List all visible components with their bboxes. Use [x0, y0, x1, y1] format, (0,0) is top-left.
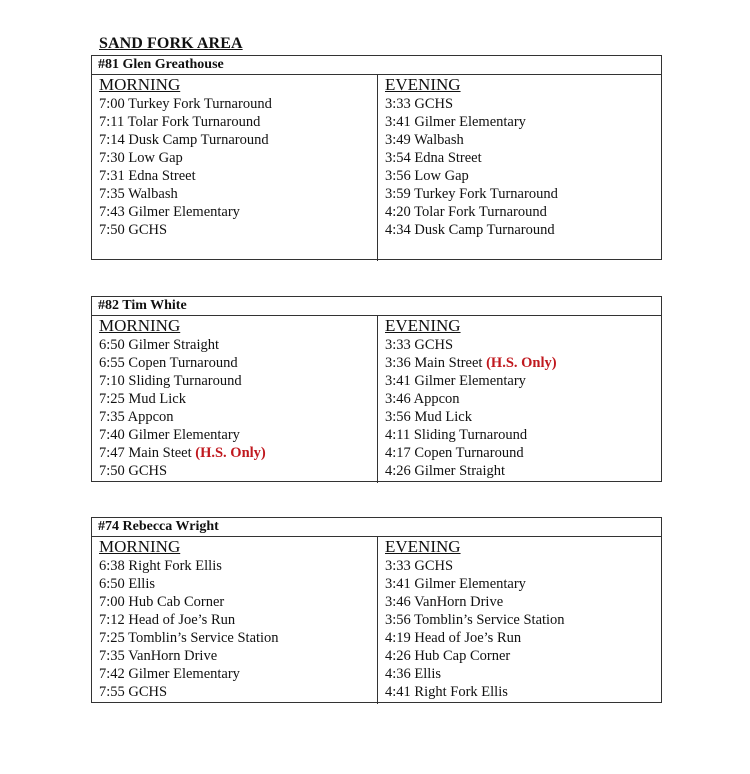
stop-item — [385, 167, 661, 185]
stop-item — [385, 185, 661, 203]
stop-item — [385, 683, 661, 701]
page-title: SAND FORK AREA — [99, 35, 243, 52]
stop-text: 3:46 Appcon — [385, 391, 460, 407]
evening-column — [378, 75, 661, 261]
stop-text: 4:11 Sliding Turnaround — [385, 427, 528, 443]
stop-item — [99, 665, 377, 683]
stop-text: 7:42 Gilmer Elementary — [99, 666, 240, 682]
stop-item — [385, 131, 661, 149]
hs-only-note: (H.S. Only) — [486, 355, 557, 371]
stop-text: 3:33 GCHS — [385, 96, 454, 112]
stop-text: 6:50 Ellis — [99, 576, 155, 592]
stop-item — [99, 185, 377, 203]
evening-column — [378, 537, 661, 704]
morning-label: MORNING — [99, 75, 181, 94]
stop-text: 7:14 Dusk Camp Turnaround — [99, 132, 269, 148]
stop-text: 7:50 GCHS — [99, 222, 168, 238]
evening-label: EVENING — [385, 316, 461, 335]
stop-item — [385, 575, 661, 593]
stop-item — [385, 408, 661, 426]
stop-item — [99, 683, 377, 701]
stop-item — [99, 336, 377, 354]
stop-text: 7:35 Walbash — [99, 186, 178, 202]
stop-text: 7:10 Sliding Turnaround — [99, 373, 242, 389]
stop-item — [99, 390, 377, 408]
stop-text: 4:36 Ellis — [385, 666, 441, 682]
stop-text: 4:17 Copen Turnaround — [385, 445, 524, 461]
stop-item — [99, 221, 377, 239]
hs-only-note: (H.S. Only) — [195, 445, 266, 461]
stop-text: 4:26 Gilmer Straight — [385, 463, 506, 479]
morning-label: MORNING — [99, 316, 181, 335]
stop-item — [385, 611, 661, 629]
stop-text: 4:41 Right Fork Ellis — [385, 684, 508, 700]
stop-text: 3:56 Low Gap — [385, 168, 469, 184]
stop-text: 6:38 Right Fork Ellis — [99, 558, 222, 574]
stop-text: 7:35 VanHorn Drive — [99, 648, 218, 664]
stop-text: 7:47 Main Steet — [99, 445, 192, 461]
stop-item — [99, 444, 377, 462]
stop-item — [99, 426, 377, 444]
stop-item — [99, 593, 377, 611]
stop-text: 7:50 GCHS — [99, 463, 168, 479]
stop-item — [385, 390, 661, 408]
stop-text: 6:50 Gilmer Straight — [99, 337, 220, 353]
stop-item — [385, 354, 661, 372]
stop-text: 7:00 Turkey Fork Turnaround — [99, 96, 272, 112]
stop-text: 7:30 Low Gap — [99, 150, 183, 166]
stop-text: 7:55 GCHS — [99, 684, 168, 700]
stop-text: 3:41 Gilmer Elementary — [385, 576, 526, 592]
stop-text: 3:59 Turkey Fork Turnaround — [385, 186, 558, 202]
stop-item — [385, 372, 661, 390]
route-table — [91, 55, 662, 260]
stop-item — [99, 131, 377, 149]
stop-text: 3:49 Walbash — [385, 132, 464, 148]
stop-item — [385, 113, 661, 131]
stop-item — [99, 95, 377, 113]
stop-item — [385, 336, 661, 354]
stop-item — [385, 221, 661, 239]
stop-text: 4:19 Head of Joe’s Run — [385, 630, 522, 646]
stop-item — [99, 167, 377, 185]
evening-label: EVENING — [385, 75, 461, 94]
morning-label: MORNING — [99, 537, 181, 556]
morning-column — [92, 537, 378, 704]
stop-text: 3:36 Main Street — [385, 355, 483, 371]
stop-text: 6:55 Copen Turnaround — [99, 355, 238, 371]
stop-text: 3:41 Gilmer Elementary — [385, 114, 526, 130]
stop-item — [385, 203, 661, 221]
route-header: #82 Tim White — [92, 297, 661, 316]
stop-item — [385, 629, 661, 647]
stop-item — [99, 372, 377, 390]
stop-item — [99, 575, 377, 593]
stop-item — [385, 665, 661, 683]
stop-text: 3:33 GCHS — [385, 337, 454, 353]
stop-item — [99, 629, 377, 647]
stop-text: 3:56 Mud Lick — [385, 409, 472, 425]
stop-item — [385, 647, 661, 665]
stop-item — [99, 408, 377, 426]
stop-text: 7:12 Head of Joe’s Run — [99, 612, 236, 628]
stop-text: 7:25 Mud Lick — [99, 391, 186, 407]
stop-text: 3:46 VanHorn Drive — [385, 594, 504, 610]
stop-item — [99, 557, 377, 575]
route-table — [91, 296, 662, 482]
evening-label: EVENING — [385, 537, 461, 556]
stop-item — [385, 462, 661, 480]
stop-text: 4:34 Dusk Camp Turnaround — [385, 222, 555, 238]
morning-column — [92, 75, 378, 261]
stop-item — [99, 149, 377, 167]
stop-text: 7:40 Gilmer Elementary — [99, 427, 240, 443]
stop-text: 7:00 Hub Cab Corner — [99, 594, 225, 610]
stop-item — [385, 557, 661, 575]
stop-text: 7:25 Tomblin’s Service Station — [99, 630, 279, 646]
stop-item — [99, 354, 377, 372]
evening-column — [378, 316, 661, 483]
stop-text: 3:33 GCHS — [385, 558, 454, 574]
stop-text: 7:31 Edna Street — [99, 168, 196, 184]
stop-item — [99, 462, 377, 480]
stop-item — [99, 611, 377, 629]
stop-item — [99, 647, 377, 665]
route-header: #81 Glen Greathouse — [92, 56, 661, 75]
stop-text: 7:35 Appcon — [99, 409, 174, 425]
stop-text: 3:41 Gilmer Elementary — [385, 373, 526, 389]
stop-item — [385, 149, 661, 167]
stop-item — [385, 426, 661, 444]
stop-text: 4:26 Hub Cap Corner — [385, 648, 511, 664]
stop-item — [385, 95, 661, 113]
route-header: #74 Rebecca Wright — [92, 518, 661, 537]
stop-text: 7:11 Tolar Fork Turnaround — [99, 114, 261, 130]
stop-item — [385, 593, 661, 611]
stop-text: 3:56 Tomblin’s Service Station — [385, 612, 565, 628]
stop-item — [99, 203, 377, 221]
route-table — [91, 517, 662, 703]
stop-item — [99, 113, 377, 131]
stop-text: 7:43 Gilmer Elementary — [99, 204, 240, 220]
morning-column — [92, 316, 378, 483]
stop-item — [385, 444, 661, 462]
stop-text: 3:54 Edna Street — [385, 150, 482, 166]
stop-text: 4:20 Tolar Fork Turnaround — [385, 204, 547, 220]
